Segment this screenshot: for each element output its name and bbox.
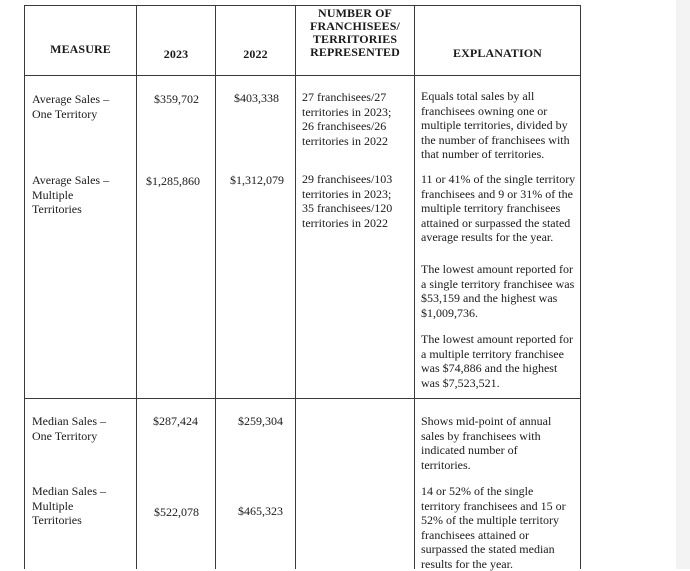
header-explanation: EXPLANATION — [453, 46, 542, 60]
row3-measure: Median Sales – One Territory — [32, 414, 106, 443]
row2-explanation-range-multiple: The lowest amount reported for a multiple territory franchisee was $74,886 and the highest was $7,523,521. — [421, 332, 573, 390]
header-2022: 2022 — [243, 47, 268, 61]
row1-explanation: Equals total sales by all franchisees owning one or multiple territories, divided by the number of franchisees with that number of territories. — [421, 89, 570, 161]
row3-explanation: Shows mid-point of annual sales by franchisees with indicated number of territories. — [421, 414, 552, 472]
header-measure: MEASURE — [50, 42, 111, 56]
row3-2023: $287,424 — [153, 414, 198, 428]
col-divider-4 — [414, 5, 415, 569]
row4-measure: Median Sales – Multiple Territories — [32, 484, 106, 527]
row1-2022: $403,338 — [234, 91, 279, 105]
col-divider-2 — [215, 5, 216, 569]
row4-explanation: 14 or 52% of the single territory franchisees and 15 or 52% of the multiple territory franchisees attained or surpassed the stated median results for the year. — [421, 484, 566, 571]
row1-measure: Average Sales – One Territory — [32, 92, 110, 121]
row2-explanation: 11 or 41% of the single territory franchisees and 9 or 31% of the multiple territory franchisees attained or surpassed the stated average results for the year. — [421, 172, 576, 244]
row2-2022: $1,312,079 — [230, 173, 284, 187]
col-divider-3 — [295, 5, 296, 569]
row4-2022: $465,323 — [238, 504, 283, 518]
table-border-top — [24, 5, 581, 6]
viewer-scroll-edge — [676, 0, 690, 569]
table-border-left — [24, 5, 25, 569]
col-divider-1 — [136, 5, 137, 569]
row2-measure: Average Sales – Multiple Territories — [32, 173, 110, 216]
header-2023: 2023 — [163, 47, 189, 61]
header-rule — [24, 75, 581, 76]
row2-franchisees: 29 franchisees/103 territories in 2023; 35 franchisees/120 territories in 2022 — [302, 172, 393, 230]
header-franchisees: NUMBER OF FRANCHISEES/ TERRITORIES REPRESENTED — [310, 6, 400, 59]
row3-2022: $259,304 — [238, 414, 283, 428]
row2-2023: $1,285,860 — [146, 174, 200, 188]
table-border-right — [580, 5, 581, 569]
row1-franchisees: 27 franchisees/27 territories in 2023; 26 franchisees/26 territories in 2022 — [302, 90, 392, 148]
row2-explanation-range-single: The lowest amount reported for a single territory franchisee was $53,159 and the highest was $1,009,736. — [421, 262, 575, 320]
row4-2023: $522,078 — [154, 505, 199, 519]
row-rule-median — [24, 398, 581, 399]
row1-2023: $359,702 — [154, 92, 199, 106]
